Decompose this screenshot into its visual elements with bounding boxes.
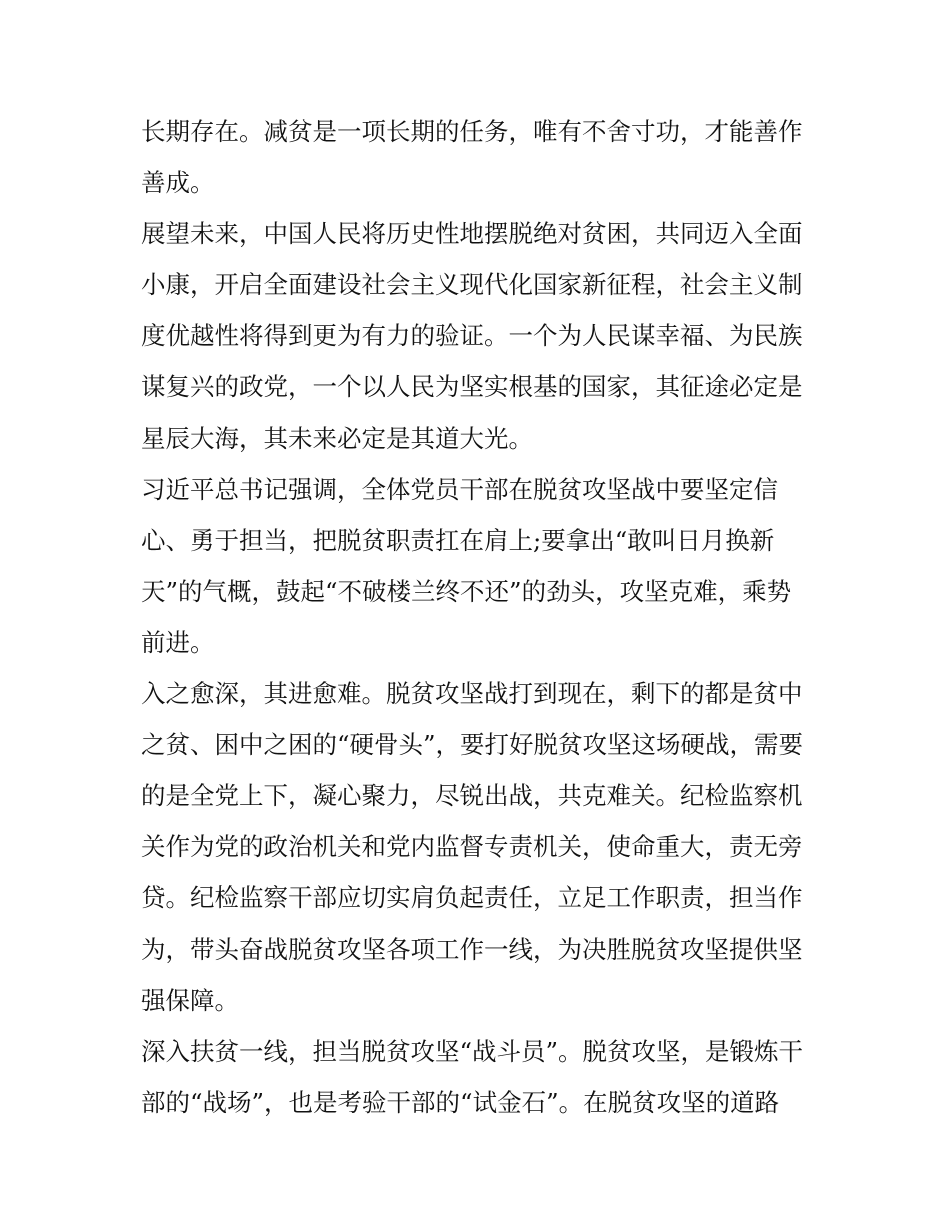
- text-line: 部的“战场”，也是考验干部的“试金石”。在脱贫攻坚的道路: [141, 1087, 780, 1117]
- text-line: 善成。: [141, 168, 215, 198]
- text-line: 为，带头奋战脱贫攻坚各项工作一线，为决胜脱贫攻坚提供坚: [141, 934, 803, 964]
- text-line: 强保障。: [141, 985, 239, 1015]
- text-line: 谋复兴的政党，一个以人民为坚实根基的国家，其征途必定是: [141, 372, 803, 402]
- text-line: 深入扶贫一线，担当脱贫攻坚“战斗员”。脱贫攻坚，是锻炼干: [141, 1036, 804, 1066]
- text-line: 入之愈深，其进愈难。脱贫攻坚战打到现在，剩下的都是贫中: [141, 679, 803, 709]
- document-body-text: [141, 106, 821, 1128]
- text-line: 之贫、困中之困的“硬骨头”，要打好脱贫攻坚这场硬战，需要: [141, 730, 804, 760]
- text-line: 关作为党的政治机关和党内监督专责机关，使命重大，责无旁: [141, 832, 803, 862]
- text-line: 贷。纪检监察干部应切实肩负起责任，立足工作职责，担当作: [141, 883, 803, 913]
- text-line: 习近平总书记强调，全体党员干部在脱贫攻坚战中要坚定信: [141, 474, 778, 504]
- text-line: 小康，开启全面建设社会主义现代化国家新征程，社会主义制: [141, 270, 803, 300]
- text-line: 的是全党上下，凝心聚力，尽锐出战，共克难关。纪检监察机: [141, 781, 803, 811]
- text-line: 长期存在。减贫是一项长期的任务，唯有不舍寸功，才能善作: [141, 117, 803, 146]
- text-line: 星辰大海，其未来必定是其道大光。: [141, 423, 533, 453]
- text-line: 前进。: [141, 627, 215, 657]
- text-line: 度优越性将得到更为有力的验证。一个为人民谋幸福、为民族: [141, 321, 803, 351]
- text-line: 展望未来，中国人民将历史性地摆脱绝对贫困，共同迈入全面: [141, 219, 803, 249]
- text-line: 天”的气概，鼓起“不破楼兰终不还”的劲头，攻坚克难，乘势: [141, 576, 792, 606]
- text-line: 心、勇于担当，把脱贫职责扛在肩上;要拿出“敢叫日月换新: [141, 525, 775, 555]
